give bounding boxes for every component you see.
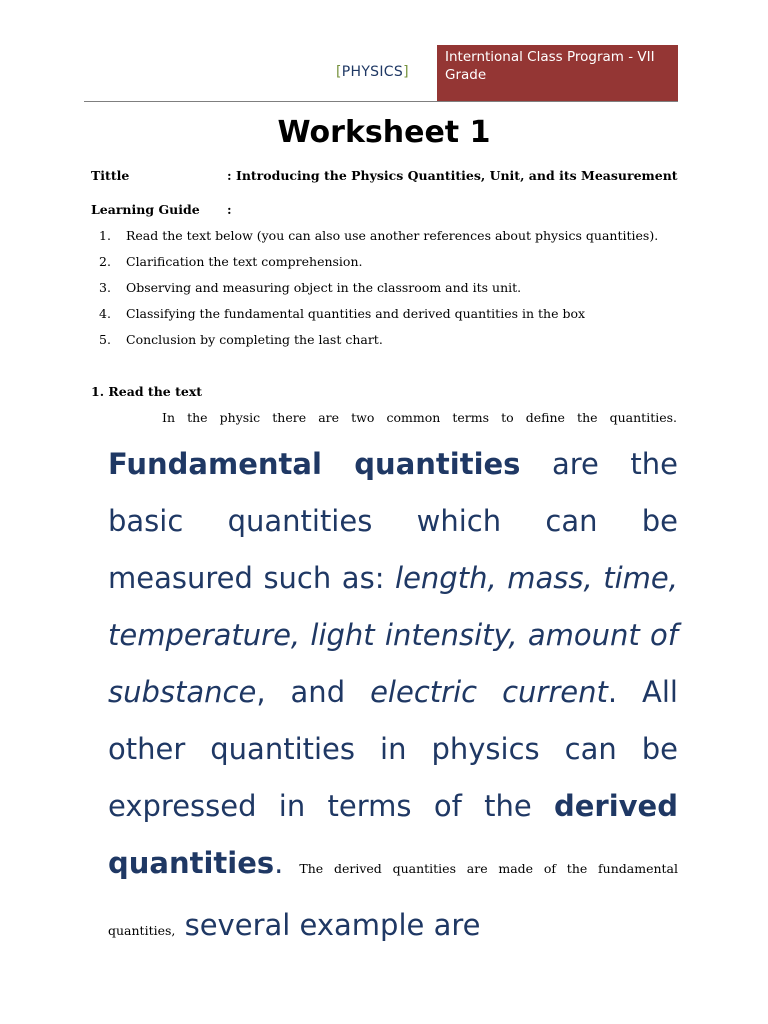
intro-sentence: In the physic there are two common terms to define the quantities.: [162, 410, 677, 425]
learning-guide-list: [91, 228, 691, 358]
term-derived: derived quantities: [108, 789, 678, 880]
list-number: 5.: [99, 332, 111, 347]
list-item: [91, 254, 691, 280]
list-item: [91, 306, 691, 332]
list-text: Observing and measuring object in the classroom and its unit.: [126, 280, 522, 295]
list-text: Conclusion by completing the last chart.: [126, 332, 383, 347]
list-number: 3.: [99, 280, 111, 295]
list-item: [91, 280, 691, 306]
fundamental-examples: length, mass, time, temperature, light intensity, amount of substance: [108, 561, 678, 709]
electric-current-example: electric current: [370, 675, 608, 709]
bracket-close: ]: [403, 64, 409, 80]
title-label: Tittle: [91, 168, 130, 183]
page-title: Worksheet 1: [277, 115, 491, 150]
body-paragraph: [108, 436, 678, 959]
learning-guide-label: Learning Guide: [91, 202, 200, 217]
header-divider: [84, 101, 678, 102]
list-item: [91, 332, 691, 358]
section-1-heading: 1. Read the text: [91, 384, 203, 399]
list-number: 2.: [99, 254, 111, 269]
list-text: Classifying the fundamental quantities and derived quantities in the box: [126, 306, 586, 321]
subject-header: [336, 64, 409, 80]
subject-label: PHYSICS: [341, 64, 404, 80]
title-value: : Introducing the Physics Quantities, Unit, and its Measurement: [227, 168, 678, 183]
body-segment: .: [274, 846, 300, 880]
learning-guide-colon: :: [227, 202, 232, 217]
list-item: [91, 228, 691, 254]
term-fundamental: Fundamental quantities: [108, 447, 521, 481]
list-number: 4.: [99, 306, 111, 321]
body-segment: . All other quantities in physics can be expressed in terms of the: [108, 675, 678, 823]
list-number: 1.: [99, 228, 111, 243]
list-text: Read the text below (you can also use another references about physics quantities).: [126, 228, 659, 243]
list-text: Clarification the text comprehension.: [126, 254, 363, 269]
bracket-open: [: [336, 64, 342, 80]
program-box: Interntional Class Program - VII Grade: [437, 45, 678, 102]
body-segment: several example are: [175, 908, 481, 942]
body-segment: , and: [256, 675, 371, 709]
derived-note: The derived quantities are made of the fundamental quantities,: [108, 861, 679, 938]
body-segment: are the basic quantities which can be measured such as:: [108, 447, 678, 595]
